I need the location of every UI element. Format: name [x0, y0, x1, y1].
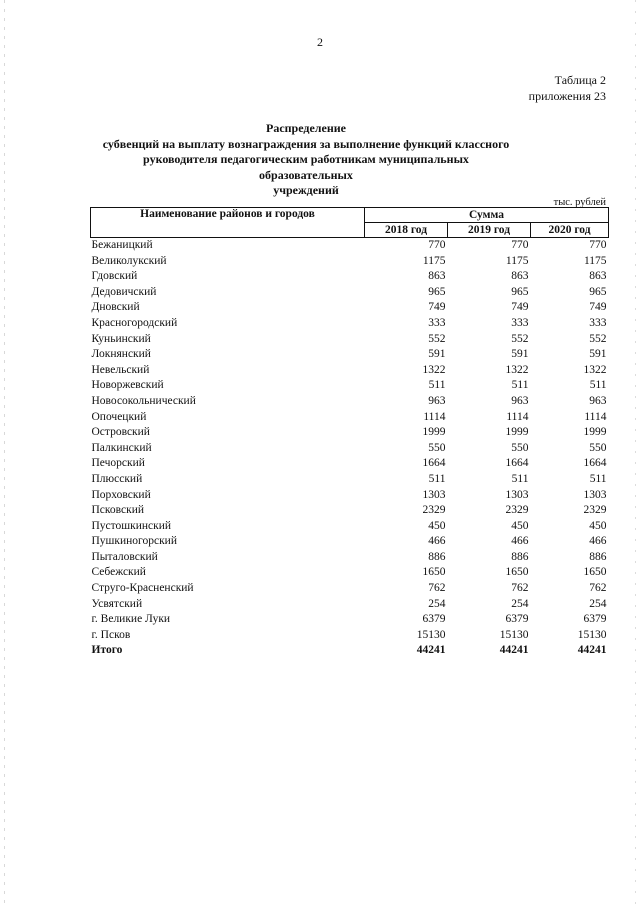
amount-cell: 1999: [583, 426, 607, 439]
amount-cell: 1303: [583, 488, 607, 501]
amount-cell: 863: [589, 270, 607, 283]
table-row: [91, 550, 609, 566]
district-name: Дновский: [91, 301, 140, 314]
amount-cell: 1114: [584, 410, 607, 423]
amount-cell: 450: [511, 519, 529, 532]
amount-cell: 1114: [506, 410, 529, 423]
amount-cell: 511: [511, 472, 529, 485]
total-label: Итого: [91, 644, 123, 657]
amount-cell: 863: [428, 270, 446, 283]
amount-cell: 770: [511, 239, 529, 251]
district-name: Порховский: [91, 488, 151, 501]
header-year: 2018 год: [365, 223, 448, 238]
amount-cell: 552: [589, 332, 607, 345]
amount-cell: 1175: [583, 254, 607, 267]
amount-cell: 591: [511, 348, 529, 361]
amount-cell: 333: [511, 316, 529, 329]
amount-cell: 770: [428, 239, 446, 251]
table-row: [91, 488, 609, 504]
amount-cell: 6379: [583, 613, 607, 626]
amount-cell: 1650: [505, 566, 529, 579]
table-row: [91, 394, 609, 410]
district-name: Красногородский: [91, 316, 178, 329]
amount-cell: 333: [428, 316, 446, 329]
table-row: [91, 597, 609, 613]
header-name: Наименование районов и городов: [91, 208, 365, 238]
amount-cell: 1322: [583, 363, 607, 376]
amount-cell: 552: [511, 332, 529, 345]
amount-cell: 1175: [505, 254, 529, 267]
district-name: Печорский: [91, 457, 145, 470]
amount-cell: 466: [511, 535, 529, 548]
district-name: Новоржевский: [91, 379, 164, 392]
header-sum: Сумма: [365, 208, 609, 223]
table-row: [91, 425, 609, 441]
amount-cell: 466: [428, 535, 446, 548]
table-row: [91, 503, 609, 519]
district-name: Усвятский: [91, 597, 143, 610]
district-name: Великолукский: [91, 254, 167, 267]
district-name: Себежский: [91, 566, 146, 579]
scan-edge-right: [635, 0, 636, 905]
appendix-reference: приложения 23: [528, 89, 606, 103]
amount-cell: 886: [428, 550, 446, 563]
amount-cell: 1999: [422, 426, 446, 439]
district-name: Пустошкинский: [91, 519, 172, 532]
amount-cell: 550: [511, 441, 529, 454]
district-name: Опочецкий: [91, 410, 147, 423]
district-name: Невельский: [91, 363, 150, 376]
amount-cell: 511: [511, 379, 529, 392]
amount-cell: 965: [428, 285, 446, 298]
table-row: [91, 628, 609, 644]
amount-cell: 770: [589, 239, 607, 251]
amount-cell: 1664: [583, 457, 607, 470]
district-name: Палкинский: [91, 441, 152, 454]
district-name: Островский: [91, 426, 150, 439]
amount-cell: 1175: [422, 254, 446, 267]
district-name: Локнянский: [91, 348, 151, 361]
district-name: Куньинский: [91, 332, 151, 345]
amount-cell: 863: [511, 270, 529, 283]
amount-cell: 450: [589, 519, 607, 532]
table-row: [91, 456, 609, 472]
table-row: [91, 332, 609, 348]
amount-cell: 963: [428, 394, 446, 407]
amount-cell: 466: [589, 535, 607, 548]
amount-cell: 511: [589, 472, 607, 485]
amount-cell: 749: [428, 301, 446, 314]
amount-cell: 1303: [422, 488, 446, 501]
distribution-table: [90, 207, 609, 659]
page-number: 2: [317, 35, 323, 49]
table-row: [91, 612, 609, 628]
amount-cell: 1650: [583, 566, 607, 579]
table-row: [91, 441, 609, 457]
district-name: Струго-Красненский: [91, 582, 194, 595]
table-row: [91, 565, 609, 581]
amount-cell: 762: [428, 582, 446, 595]
amount-cell: 511: [428, 379, 446, 392]
title-line: руководителя педагогическим работникам муниципальных образовательных: [143, 152, 469, 182]
amount-cell: 1114: [423, 410, 446, 423]
table-row: [91, 581, 609, 597]
amount-cell: 6379: [422, 613, 446, 626]
document-title: [96, 121, 516, 199]
amount-cell: 1999: [505, 426, 529, 439]
amount-cell: 1664: [422, 457, 446, 470]
table-row: [91, 300, 609, 316]
table-row: [91, 285, 609, 301]
table-row: [91, 378, 609, 394]
total-amount: 44241: [416, 644, 446, 657]
table-row: [91, 347, 609, 363]
district-name: Пушкиногорский: [91, 535, 177, 548]
amount-cell: 749: [511, 301, 529, 314]
amount-cell: 254: [589, 597, 607, 610]
amount-cell: 591: [589, 348, 607, 361]
table-row: [91, 363, 609, 379]
header-year: 2020 год: [531, 223, 609, 238]
district-name: г. Великие Луки: [91, 613, 171, 626]
total-amount: 44241: [577, 644, 607, 657]
district-name: Новосокольнический: [91, 394, 196, 407]
amount-cell: 511: [589, 379, 607, 392]
total-amount: 44241: [499, 644, 529, 657]
table-row: [91, 410, 609, 426]
amount-cell: 2329: [583, 504, 607, 517]
amount-cell: 254: [428, 597, 446, 610]
amount-cell: 1322: [422, 363, 446, 376]
amount-cell: 15130: [577, 628, 607, 641]
amount-cell: 1650: [422, 566, 446, 579]
header-year: 2019 год: [448, 223, 531, 238]
table-row: [91, 269, 609, 285]
amount-cell: 15130: [499, 628, 529, 641]
table-row: [91, 519, 609, 535]
district-name: Пыталовский: [91, 550, 158, 563]
amount-cell: 2329: [422, 504, 446, 517]
district-name: Дедовичский: [91, 285, 157, 298]
table-row: [91, 316, 609, 332]
district-name: Гдовский: [91, 270, 138, 283]
amount-cell: 965: [589, 285, 607, 298]
amount-cell: 749: [589, 301, 607, 314]
amount-cell: 2329: [505, 504, 529, 517]
table-row: [91, 254, 609, 270]
amount-cell: 450: [428, 519, 446, 532]
amount-cell: 965: [511, 285, 529, 298]
amount-cell: 963: [589, 394, 607, 407]
amount-cell: 886: [511, 550, 529, 563]
amount-cell: 333: [589, 316, 607, 329]
amount-cell: 591: [428, 348, 446, 361]
title-line: учреждений: [273, 183, 339, 197]
district-name: Бежаницкий: [91, 239, 153, 251]
total-row: [91, 643, 609, 659]
amount-cell: 6379: [505, 613, 529, 626]
amount-cell: 762: [589, 582, 607, 595]
amount-cell: 963: [511, 394, 529, 407]
district-name: Псковский: [91, 504, 145, 517]
amount-cell: 762: [511, 582, 529, 595]
amount-cell: 1303: [505, 488, 529, 501]
table-row: [91, 534, 609, 550]
title-line: субвенций на выплату вознаграждения за выполнение функций классного: [102, 136, 510, 151]
amount-cell: 1322: [505, 363, 529, 376]
amount-cell: 254: [511, 597, 529, 610]
amount-cell: 511: [428, 472, 446, 485]
amount-cell: 550: [428, 441, 446, 454]
amount-cell: 886: [589, 550, 607, 563]
amount-cell: 15130: [416, 628, 446, 641]
amount-cell: 552: [428, 332, 446, 345]
amount-cell: 1664: [505, 457, 529, 470]
table-row: [91, 238, 609, 254]
table-row: [91, 472, 609, 488]
district-name: Плюсский: [91, 472, 143, 485]
district-name: г. Псков: [91, 628, 131, 641]
units-label: тыс. рублей: [553, 197, 606, 208]
table-reference: Таблица 2: [554, 73, 606, 87]
title-line: Распределение: [265, 121, 347, 135]
amount-cell: 550: [589, 441, 607, 454]
scan-edge-left: [4, 0, 5, 905]
table-body: [91, 238, 609, 660]
